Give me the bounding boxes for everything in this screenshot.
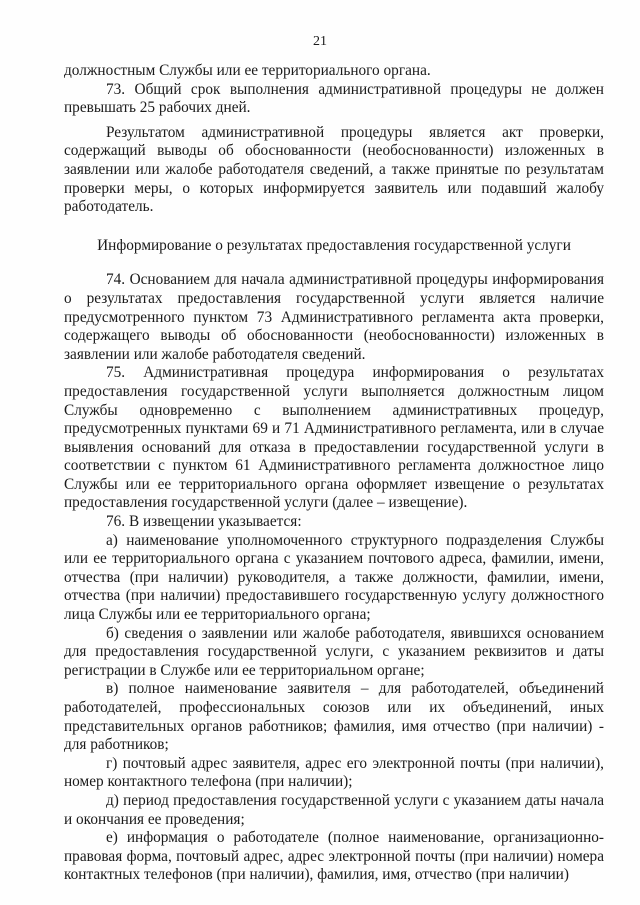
paragraph-76: 76. В извещении указывается: bbox=[106, 513, 302, 531]
list-item-g: г) почтовый адрес заявителя, адрес его электронной почты (при наличии), номер контактного телефона (при наличии); bbox=[64, 754, 604, 791]
section-heading: Информирование о результатах предоставления государственной услуги bbox=[97, 236, 571, 254]
paragraph-75: 75. Административная процедура информирования о результатах предоставления государственной услуги выполняется должностным лицом Службы одновременно с выполнением административных процедур, предусмотренных пунктами 69 и 71 Административного регламента, или в случае выявления оснований для отказа в предоставлении государственной услуги в соответствии с пунктом 61 Административного регламента должностное лицо Службы или ее территориального органа оформляет извещение о результатах предоставления государственной услуги (далее – извещение). bbox=[64, 364, 604, 512]
paragraph-74: 74. Основанием для начала административной процедуры информирования о результатах предоставления государственной услуги является наличие предусмотренного пунктом 73 Административного регламента акта проверки, содержащего выводы об обоснованности (необоснованности) изложенных в заявлении или жалобе работодателя сведений. bbox=[64, 271, 604, 363]
paragraph-continuation: должностным Службы или ее территориального органа. bbox=[64, 62, 431, 79]
page-number: 21 bbox=[313, 34, 327, 49]
paragraph-73: 73. Общий срок выполнения административной процедуры не должен превышать 25 рабочих дней. bbox=[64, 80, 604, 117]
list-item-d: д) период предоставления государственной услуги с указанием даты начала и окончания ее проведения; bbox=[64, 791, 604, 828]
list-item-b: б) сведения о заявлении или жалобе работодателя, явившихся основанием для предоставления государственной услуги, с указанием реквизитов и даты регистрации в Службе или ее территориальном органе; bbox=[64, 624, 604, 679]
document-body bbox=[64, 62, 604, 885]
paragraph-result: Результатом административной процедуры является акт проверки, содержащий выводы об обоснованности (необоснованности) изложенных в заявлении или жалобе работодателя сведений, а также принятые по результатам проверки меры, о которых информируется заявитель или подавший жалобу работодатель. bbox=[64, 123, 604, 216]
list-item-e: е) информация о работодателе (полное наименование, организационно-правовая форма, почтовый адрес, адрес электронной почты (при наличии) номера контактных телефонов (при наличии), фамилия, имя, отчество (при наличии) bbox=[64, 829, 604, 884]
list-item-a: а) наименование уполномоченного структурного подразделения Службы или ее территориального органа с указанием почтового адреса, фамилии, имени, отчества (при наличии) руководителя, а также должности, фамилии, имени, отчества (при наличии) предоставившего государственную услугу должностного лица Службы или ее территориального органа; bbox=[64, 531, 604, 624]
list-item-v: в) полное наименование заявителя – для работодателей, объединений работодателей, профессиональных союзов или их объединений, иных представительных органов работников; фамилия, имя отчество (при наличии) - для работников; bbox=[64, 680, 604, 754]
